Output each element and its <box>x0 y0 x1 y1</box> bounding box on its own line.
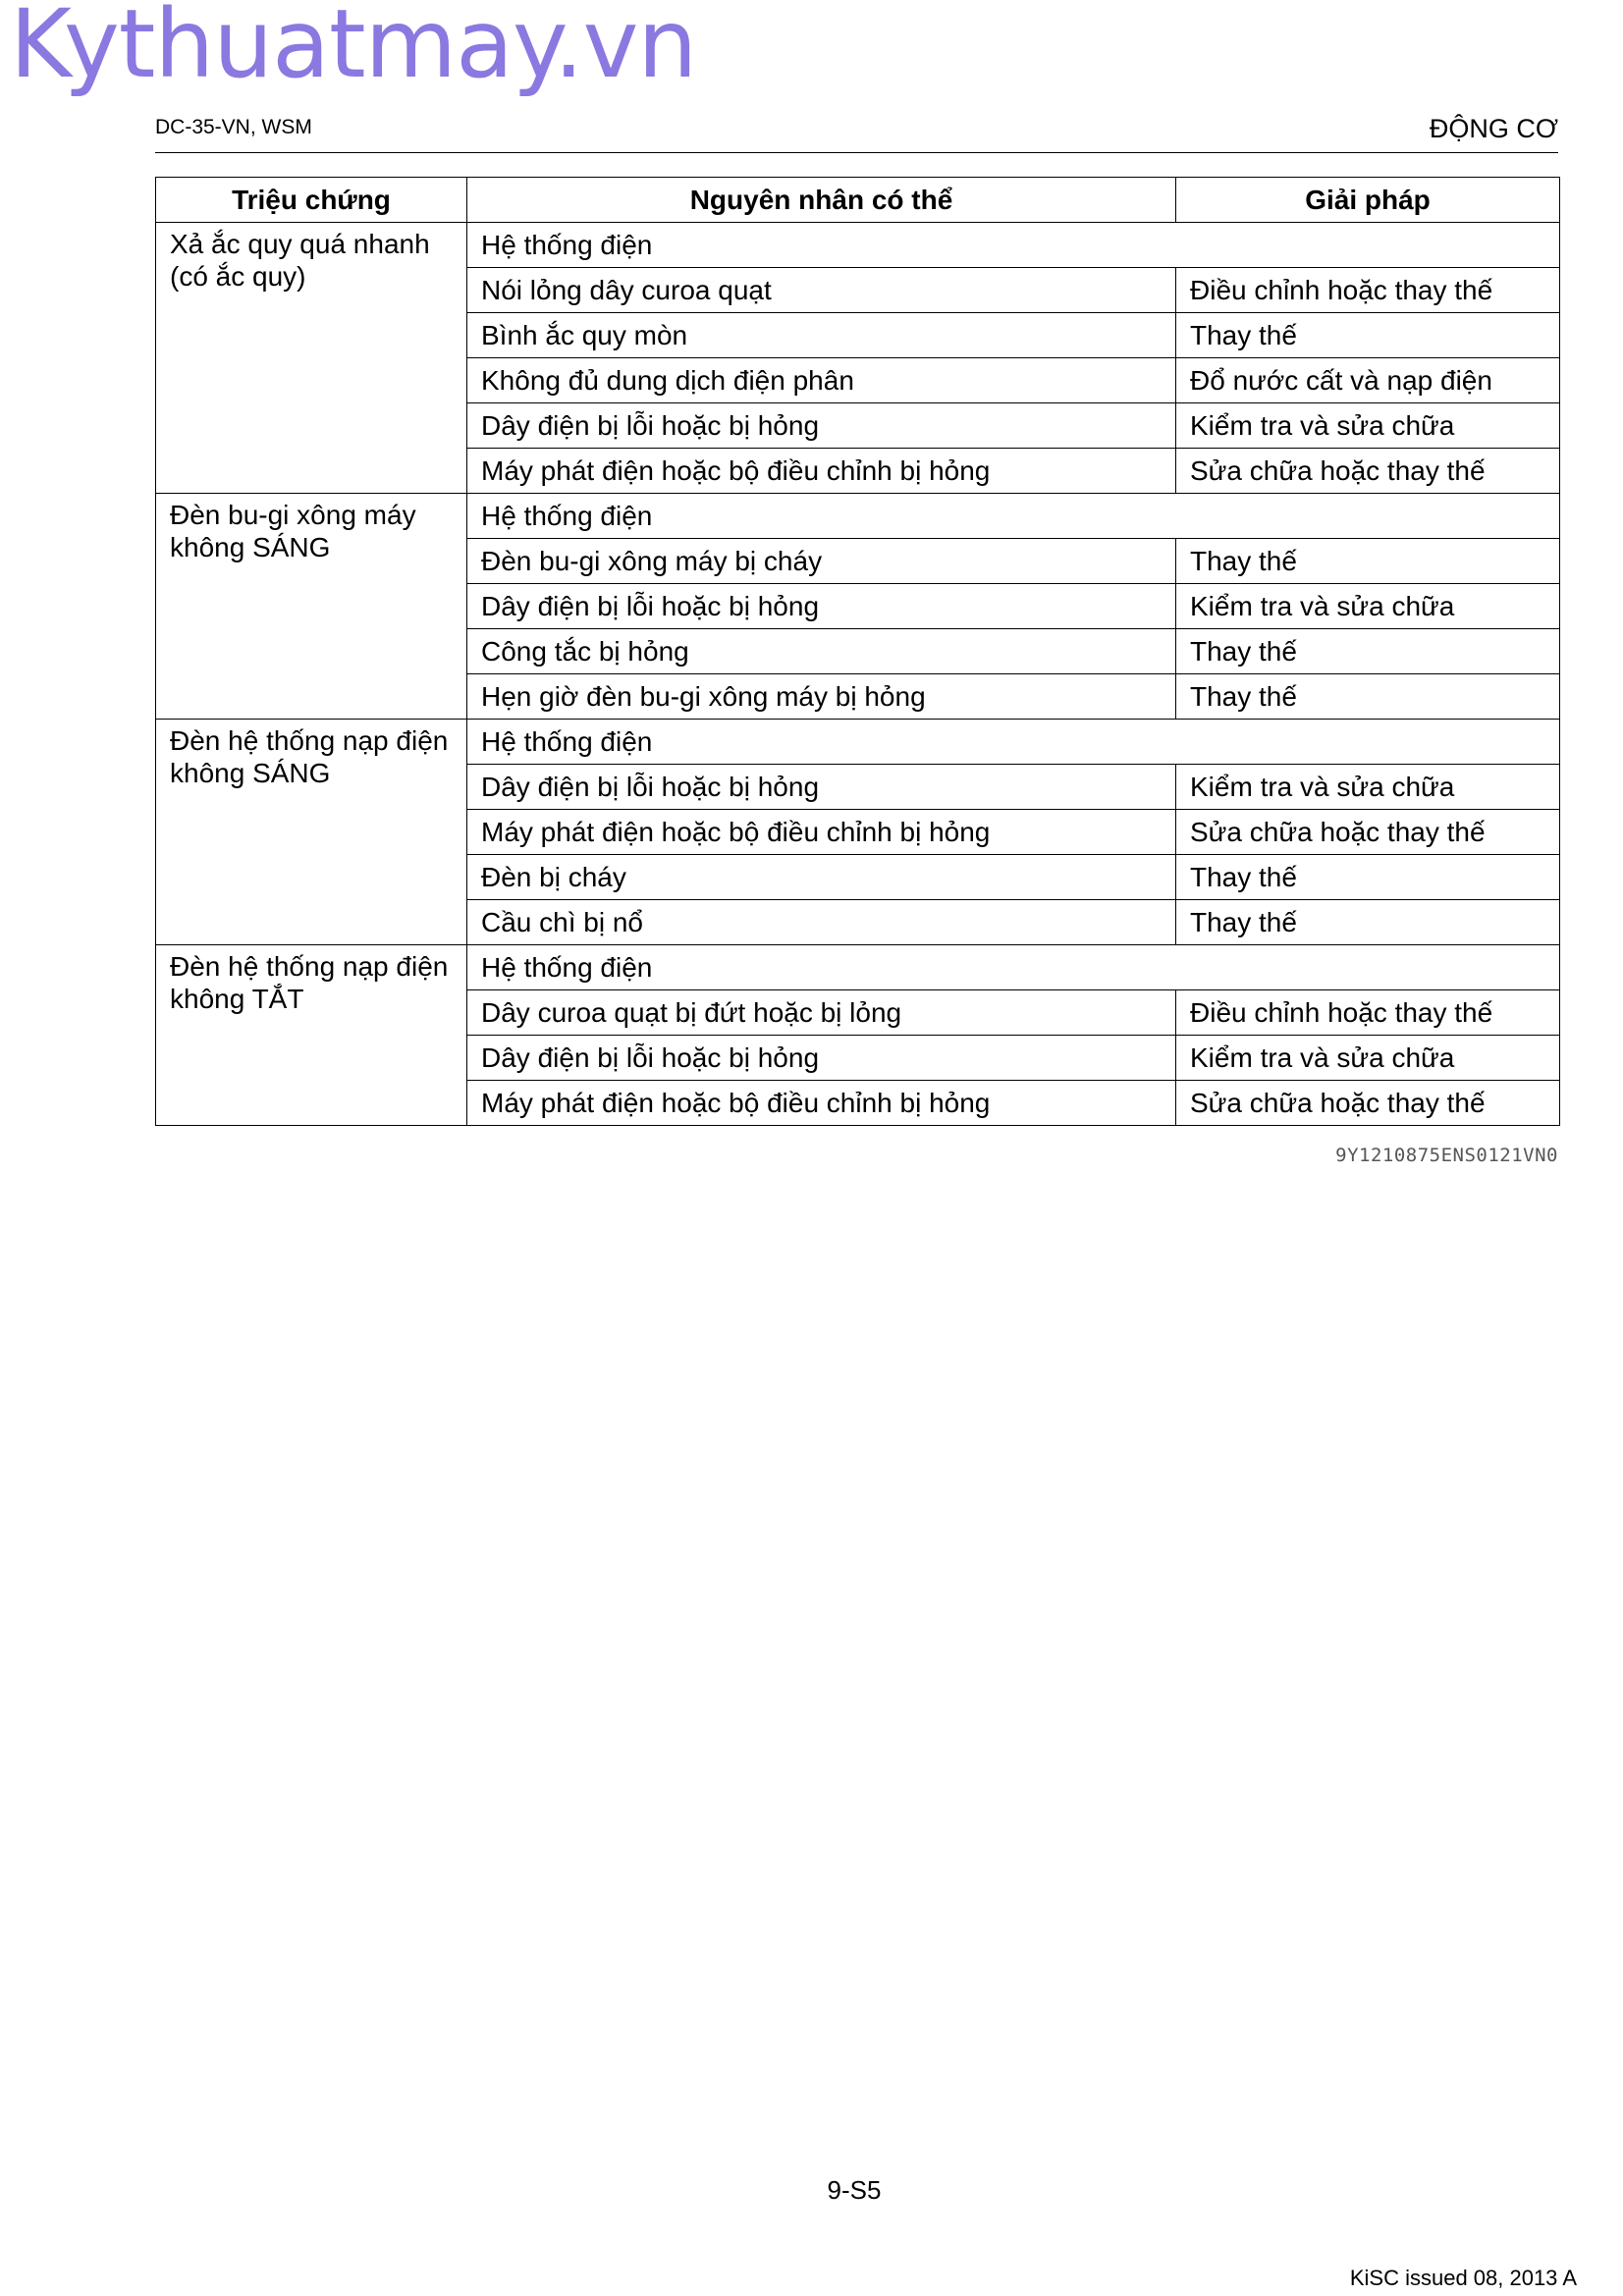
symptom-line: (có ắc quy) <box>170 261 306 292</box>
table-row <box>156 494 1560 539</box>
remedy-cell: Đổ nước cất và nạp điện <box>1176 358 1560 403</box>
table-row <box>156 945 1560 990</box>
table-header-row <box>156 178 1560 223</box>
cause-cell: Đèn bị cháy <box>467 855 1176 900</box>
remedy-cell: Kiểm tra và sửa chữa <box>1176 765 1560 810</box>
troubleshooting-table <box>155 177 1560 1126</box>
column-header-cause: Nguyên nhân có thể <box>467 178 1176 223</box>
remedy-cell: Thay thế <box>1176 629 1560 674</box>
symptom-line: không SÁNG <box>170 532 331 562</box>
symptom-cell <box>156 720 467 945</box>
page-number: 9-S5 <box>827 2175 882 2205</box>
cause-cell: Nói lỏng dây curoa quạt <box>467 268 1176 313</box>
cause-cell: Dây điện bị lỗi hoặc bị hỏng <box>467 403 1176 449</box>
cause-cell: Bình ắc quy mòn <box>467 313 1176 358</box>
symptom-cell <box>156 494 467 720</box>
system-cell: Hệ thống điện <box>467 945 1560 990</box>
symptom-line: Xả ắc quy quá nhanh <box>170 229 430 259</box>
symptom-cell <box>156 945 467 1126</box>
header-section-title: ĐỘNG CƠ <box>1429 114 1558 143</box>
remedy-cell: Thay thế <box>1176 313 1560 358</box>
remedy-cell: Thay thế <box>1176 539 1560 584</box>
cause-cell: Công tắc bị hỏng <box>467 629 1176 674</box>
system-cell: Hệ thống điện <box>467 494 1560 539</box>
symptom-line: Đèn bu-gi xông máy <box>170 500 416 530</box>
cause-cell: Dây điện bị lỗi hoặc bị hỏng <box>467 1036 1176 1081</box>
symptom-line: Đèn hệ thống nạp điện <box>170 951 449 982</box>
remedy-cell: Sửa chữa hoặc thay thế <box>1176 810 1560 855</box>
header-rule <box>155 152 1558 153</box>
cause-cell: Đèn bu-gi xông máy bị cháy <box>467 539 1176 584</box>
header-doc-code: DC-35-VN, WSM <box>155 116 312 138</box>
remedy-cell: Kiểm tra và sửa chữa <box>1176 1036 1560 1081</box>
remedy-cell: Kiểm tra và sửa chữa <box>1176 584 1560 629</box>
remedy-cell: Sửa chữa hoặc thay thế <box>1176 1081 1560 1126</box>
remedy-cell: Sửa chữa hoặc thay thế <box>1176 449 1560 494</box>
column-header-symptom: Triệu chứng <box>156 178 467 223</box>
system-cell: Hệ thống điện <box>467 223 1560 268</box>
symptom-line: Đèn hệ thống nạp điện <box>170 725 449 756</box>
symptom-line: không SÁNG <box>170 758 331 788</box>
document-id: 9Y1210875ENS0121VN0 <box>1335 1145 1558 1166</box>
issue-note: KiSC issued 08, 2013 A <box>1349 2266 1577 2290</box>
table-row <box>156 720 1560 765</box>
system-cell: Hệ thống điện <box>467 720 1560 765</box>
remedy-cell: Điều chỉnh hoặc thay thế <box>1176 990 1560 1036</box>
cause-cell: Máy phát điện hoặc bộ điều chỉnh bị hỏng <box>467 1081 1176 1126</box>
table-row <box>156 223 1560 268</box>
symptom-line: không TẮT <box>170 984 304 1014</box>
remedy-cell: Thay thế <box>1176 855 1560 900</box>
watermark-logo: Kythuatmay.vn <box>10 0 697 99</box>
remedy-cell: Thay thế <box>1176 674 1560 720</box>
cause-cell: Dây curoa quạt bị đứt hoặc bị lỏng <box>467 990 1176 1036</box>
cause-cell: Dây điện bị lỗi hoặc bị hỏng <box>467 584 1176 629</box>
cause-cell: Không đủ dung dịch điện phân <box>467 358 1176 403</box>
cause-cell: Hẹn giờ đèn bu-gi xông máy bị hỏng <box>467 674 1176 720</box>
remedy-cell: Điều chỉnh hoặc thay thế <box>1176 268 1560 313</box>
symptom-cell <box>156 223 467 494</box>
cause-cell: Dây điện bị lỗi hoặc bị hỏng <box>467 765 1176 810</box>
cause-cell: Máy phát điện hoặc bộ điều chỉnh bị hỏng <box>467 810 1176 855</box>
remedy-cell: Thay thế <box>1176 900 1560 945</box>
remedy-cell: Kiểm tra và sửa chữa <box>1176 403 1560 449</box>
cause-cell: Máy phát điện hoặc bộ điều chỉnh bị hỏng <box>467 449 1176 494</box>
cause-cell: Cầu chì bị nổ <box>467 900 1176 945</box>
column-header-remedy: Giải pháp <box>1176 178 1560 223</box>
